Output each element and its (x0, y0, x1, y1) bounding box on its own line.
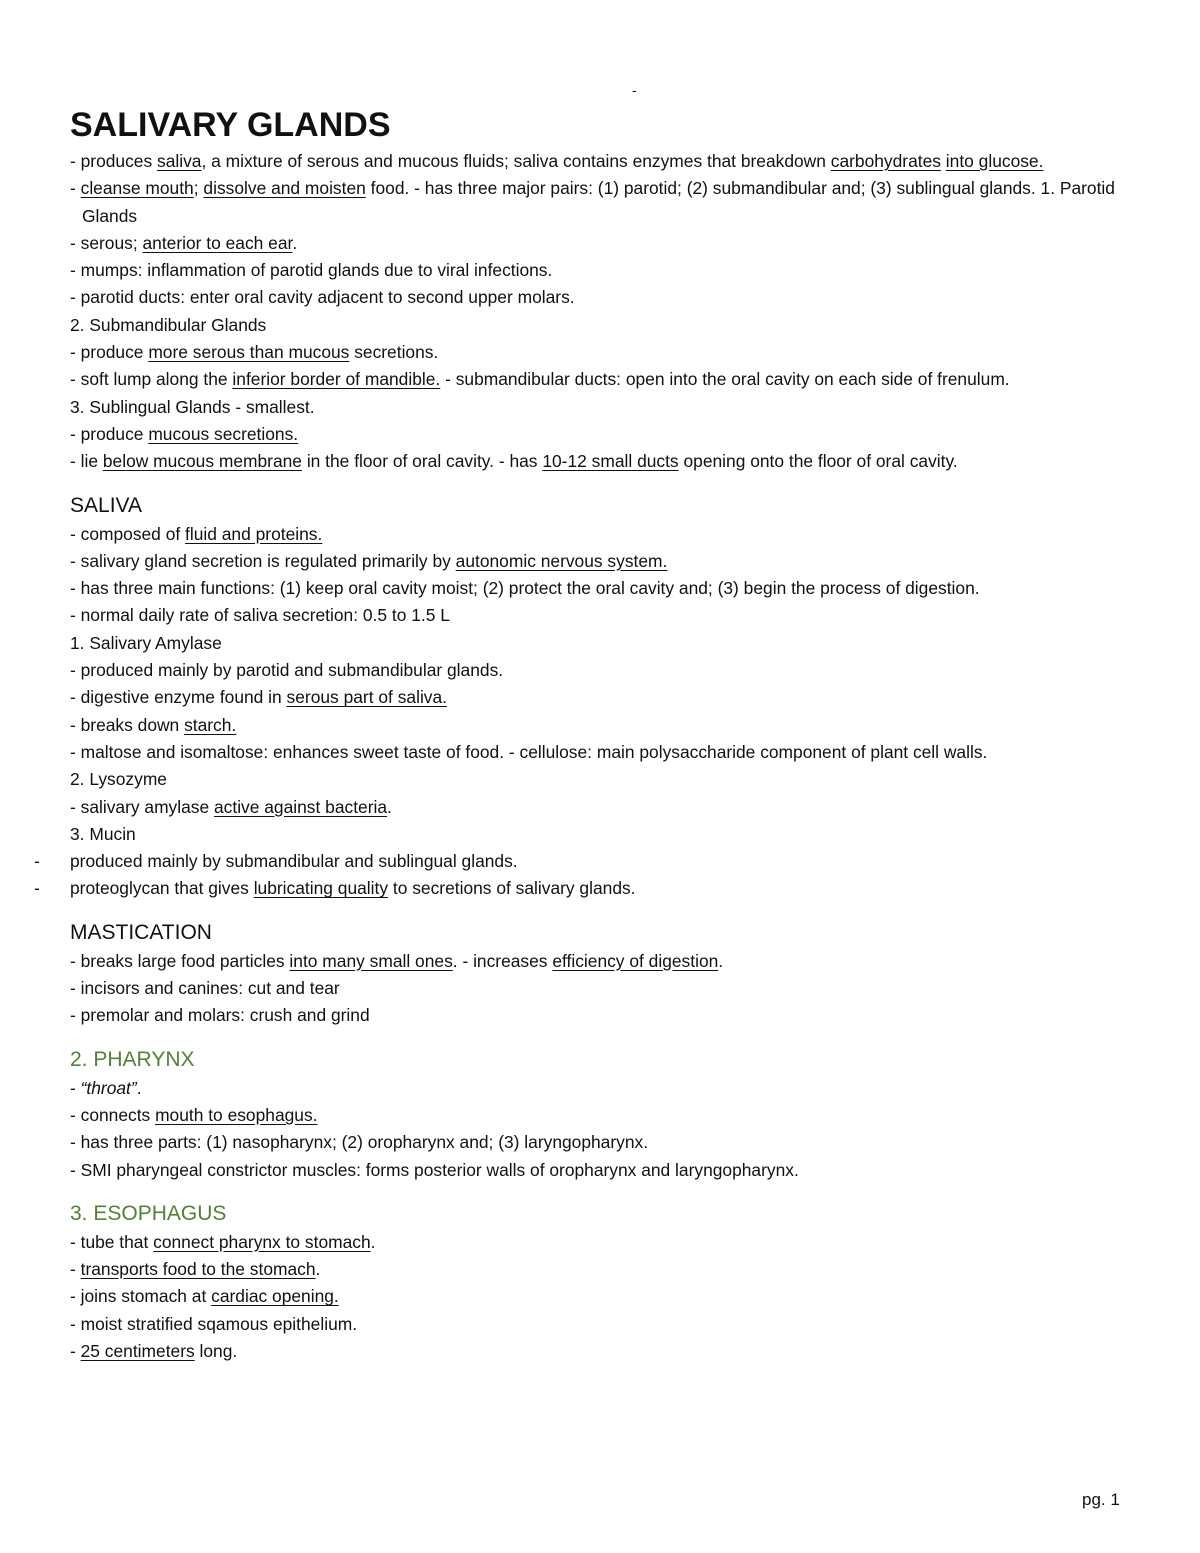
text-run: - tube that (70, 1231, 154, 1252)
text-line (70, 1075, 1130, 1102)
underlined-text: mouth to esophagus. (155, 1104, 318, 1125)
underlined-text: connect pharynx to stomach (153, 1231, 371, 1252)
underlined-text: efficiency of digestion (552, 950, 719, 971)
italic-text: “throat” (80, 1077, 137, 1098)
underlined-text: anterior to each ear (142, 232, 293, 253)
text-run: . - increases (452, 950, 553, 971)
text-run: food. - has three major pairs: (1) parotid; (2) submandibular and; (3) sublingual glands. 1. Parotid Glands (82, 178, 1115, 226)
text-run: - composed of (70, 523, 186, 544)
underlined-text: active against bacteria (214, 796, 388, 817)
text-run: - moist stratified sqamous epithelium. (70, 1313, 358, 1334)
section-heading-salivary-glands: SALIVARY GLANDS (70, 106, 391, 144)
text-line (70, 366, 1130, 393)
text-run: - produced mainly by parotid and submandibular glands. (70, 660, 504, 681)
text-run: - lie (70, 451, 103, 472)
text-line (70, 1338, 1130, 1365)
underlined-text: more serous than mucous (148, 342, 350, 363)
text-line (70, 175, 1130, 230)
underlined-text: autonomic nervous system. (455, 550, 668, 571)
header-mark: - (632, 82, 637, 98)
text-line (70, 257, 1130, 284)
text-run: - breaks down (70, 714, 185, 735)
text-run: proteoglycan that gives (70, 878, 254, 899)
underlined-text: starch. (184, 714, 237, 735)
text-line (70, 148, 1130, 175)
text-run: - parotid ducts: enter oral cavity adjacent to second upper molars. (70, 287, 575, 308)
text-run: - salivary amylase (70, 796, 214, 817)
text-line (70, 284, 1130, 311)
text-line (34, 848, 1130, 875)
text-run: opening onto the floor of oral cavity. (678, 451, 958, 472)
underlined-text: cardiac opening. (211, 1286, 339, 1307)
text-run: - normal daily rate of saliva secretion: 0.5 to 1.5 L (70, 605, 450, 626)
text-run: - maltose and isomaltose: enhances sweet taste of food. - cellulose: main polysaccharide component of plant cell walls. (70, 741, 988, 762)
text-line (70, 1157, 1130, 1184)
text-run: - salivary gland secretion is regulated primarily by (70, 550, 456, 571)
text-run: - has three main functions: (1) keep oral cavity moist; (2) protect the oral cavity and; (3) begin the process of digestion. (70, 578, 980, 599)
text-run: - produce (70, 342, 149, 363)
underlined-text: cleanse mouth (80, 178, 194, 199)
text-run: - SMI pharyngeal constrictor muscles: forms posterior walls of oropharynx and laryngopharynx. (70, 1159, 799, 1180)
text-line (70, 339, 1130, 366)
underlined-text: carbohydrates (830, 151, 941, 171)
text-line (70, 394, 1130, 421)
section-heading-saliva: SALIVA (70, 493, 142, 517)
text-run: 1. Salivary Amylase (70, 632, 222, 653)
text-run: - soft lump along the (70, 369, 233, 390)
text-line (70, 1283, 1130, 1310)
section-heading-pharynx: 2. PHARYNX (70, 1047, 195, 1071)
underlined-text: fluid and proteins. (185, 523, 323, 544)
text-run: - submandibular ducts: open into the oral cavity on each side of frenulum. (440, 369, 1010, 390)
text-line (34, 875, 1130, 902)
text-line (70, 548, 1130, 575)
section-heading-esophagus: 3. ESOPHAGUS (70, 1201, 227, 1225)
text-run: . (718, 950, 724, 971)
underlined-text: saliva (157, 151, 202, 171)
text-line (70, 1102, 1130, 1129)
underlined-text: serous part of saliva. (286, 687, 448, 708)
document-body (34, 104, 1130, 1365)
underlined-text: mucous secretions. (148, 423, 299, 444)
text-line (70, 684, 1130, 711)
underlined-text: lubricating quality (253, 878, 389, 899)
text-run: - incisors and canines: cut and tear (70, 978, 340, 999)
text-run: in the floor of oral cavity. - has (301, 451, 543, 472)
text-line (70, 948, 1130, 975)
text-line (70, 230, 1130, 257)
text-line (70, 575, 1130, 602)
text-run: , a mixture of serous and mucous fluids; saliva contains enzymes that breakdown (201, 151, 831, 171)
underlined-text: dissolve and moisten (203, 178, 366, 199)
text-line (70, 1002, 1130, 1029)
text-line (70, 794, 1130, 821)
text-run: secretions. (349, 342, 439, 363)
text-line (70, 1129, 1130, 1156)
text-line (70, 1311, 1130, 1338)
section-heading-mastication: MASTICATION (70, 920, 212, 944)
text-line (70, 657, 1130, 684)
text-run: - (70, 1077, 81, 1098)
text-line (70, 421, 1130, 448)
text-line (70, 766, 1130, 793)
text-line (70, 821, 1130, 848)
text-run: . (292, 232, 298, 253)
text-run: - breaks large food particles (70, 950, 290, 971)
text-run: - (70, 1340, 81, 1361)
text-run: . (387, 796, 392, 817)
text-line (70, 521, 1130, 548)
text-run: - (70, 178, 81, 199)
text-run: 2. Submandibular Glands (70, 314, 267, 335)
text-run: long. (194, 1340, 238, 1361)
bullet-marker: - (34, 851, 40, 872)
underlined-text: 25 centimeters (80, 1340, 195, 1361)
text-run: . (370, 1231, 376, 1252)
text-run: - produce (70, 423, 149, 444)
text-run: - premolar and molars: crush and grind (70, 1005, 370, 1026)
text-run: - has three parts: (1) nasopharynx; (2) oropharynx and; (3) laryngopharynx. (70, 1132, 649, 1153)
text-line (70, 602, 1130, 629)
text-line (70, 1256, 1130, 1283)
text-line (70, 739, 1130, 766)
text-run: produced mainly by submandibular and sublingual glands. (70, 851, 518, 872)
underlined-text: into many small ones (289, 950, 453, 971)
text-run: 3. Sublingual Glands - smallest. (70, 396, 315, 417)
text-line (70, 712, 1130, 739)
underlined-text: below mucous membrane (102, 451, 302, 472)
underlined-text: transports food to the stomach (80, 1259, 316, 1280)
underlined-text: into glucose. (945, 151, 1044, 171)
text-run: to secretions of salivary glands. (388, 878, 636, 899)
underlined-text: 10-12 small ducts (542, 451, 679, 472)
text-run: - mumps: inflammation of parotid glands due to viral infections. (70, 260, 553, 281)
text-run: 2. Lysozyme (70, 769, 167, 790)
page-number: pg. 1 (1082, 1490, 1120, 1509)
text-line (70, 448, 1130, 475)
underlined-text: inferior border of mandible. (232, 369, 441, 390)
text-run: - serous; (70, 232, 143, 253)
text-line (70, 975, 1130, 1002)
text-run: - joins stomach at (70, 1286, 212, 1307)
text-run: 3. Mucin (70, 823, 136, 844)
text-run: - digestive enzyme found in (70, 687, 287, 708)
text-run: ; (193, 178, 204, 199)
text-run: . (315, 1259, 321, 1280)
text-run: - produces (70, 151, 157, 171)
text-line (70, 312, 1130, 339)
text-run: - connects (70, 1104, 156, 1125)
text-line (70, 630, 1130, 657)
bullet-marker: - (34, 878, 40, 899)
text-line (70, 1229, 1130, 1256)
text-run: - (70, 1259, 81, 1280)
text-run: . (136, 1077, 142, 1098)
